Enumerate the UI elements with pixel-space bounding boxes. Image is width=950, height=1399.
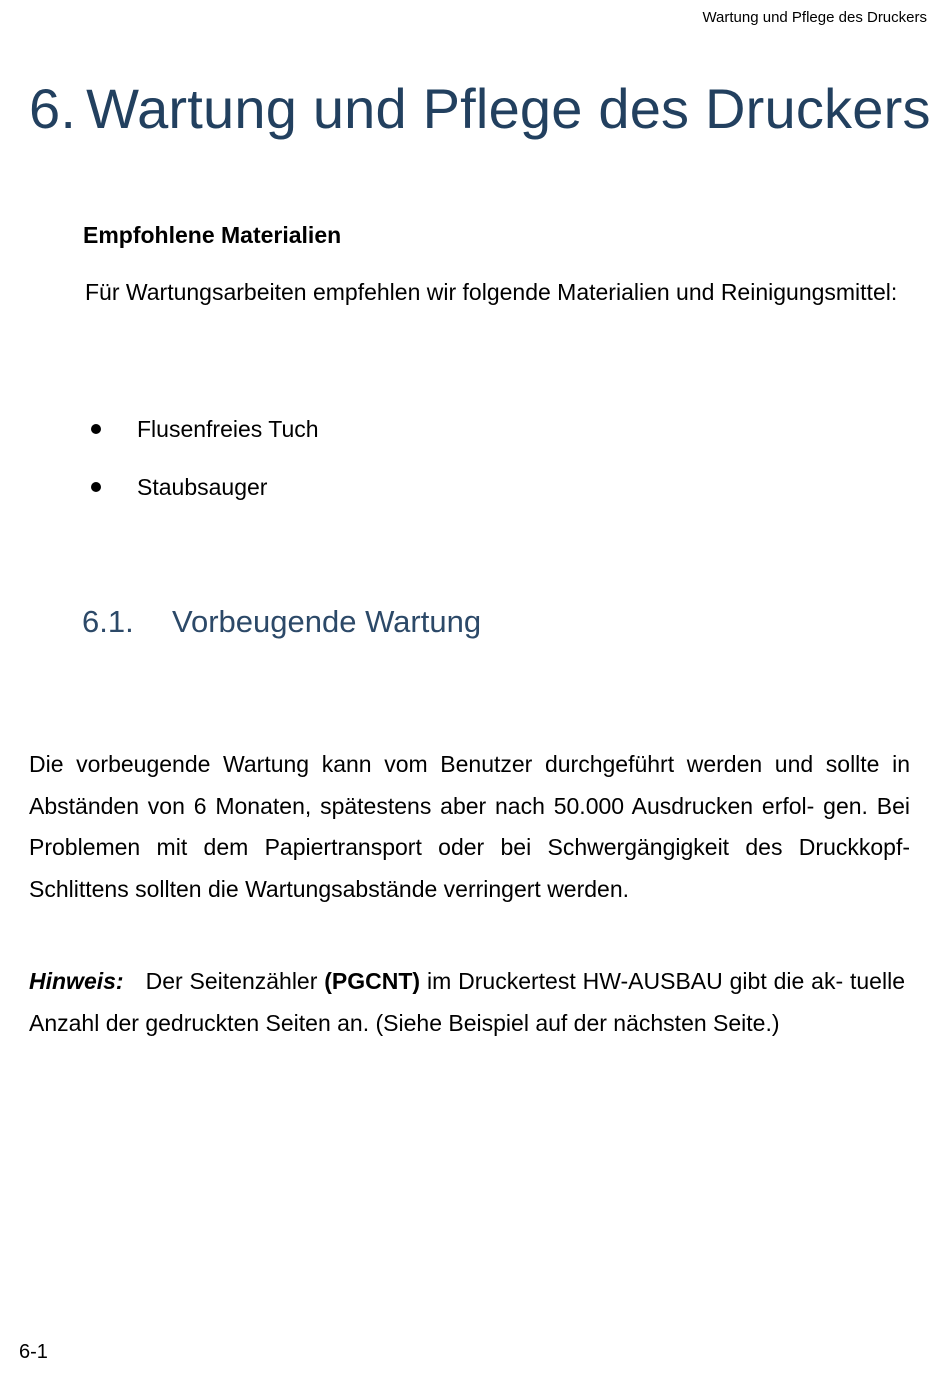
section-number: 6.1. <box>82 604 134 639</box>
section-title-text: Vorbeugende Wartung <box>172 604 482 639</box>
note-text-before: Der Seitenzähler <box>145 968 325 994</box>
materials-list <box>85 409 319 525</box>
note-label: Hinweis: <box>29 968 124 994</box>
bullet-icon <box>91 424 101 434</box>
materials-intro: Für Wartungsarbeiten empfehlen wir folgende Materialien und Reinigungsmittel: <box>85 279 898 305</box>
note-text-after: im Druckertest HW-AUSBAU gibt die ak- tuelle Anzahl der gedruckten Seiten an. (Siehe Beispiel auf der nächsten Seite.) <box>29 968 905 1036</box>
section-title <box>82 604 481 640</box>
page-number: 6-1 <box>19 1341 48 1363</box>
note-bold-term: (PGCNT) <box>324 968 421 994</box>
list-item <box>85 409 319 467</box>
materials-heading: Empfohlene Materialien <box>83 222 342 248</box>
bullet-icon <box>91 482 101 492</box>
list-item-text: Flusenfreies Tuch <box>137 416 319 442</box>
list-item-text: Staubsauger <box>137 474 268 500</box>
chapter-number: 6. <box>29 77 77 140</box>
chapter-title-text: Wartung und Pflege des Druckers <box>86 77 931 140</box>
note-paragraph <box>29 961 905 1044</box>
list-item <box>85 467 319 525</box>
chapter-title <box>29 76 931 141</box>
section-body: Die vorbeugende Wartung kann vom Benutzer durchgeführt werden und sollte in Abständen von 6 Monaten, spätestens aber nach 50.000 Ausdrucken erfol- gen. Bei Problemen mit dem Papiertransport oder bei Schwergängigkeit des Druckkopf-Schlittens sollten die Wartungsabstände verringert werden. <box>29 751 910 902</box>
running-header: Wartung und Pflege des Druckers <box>702 9 927 26</box>
